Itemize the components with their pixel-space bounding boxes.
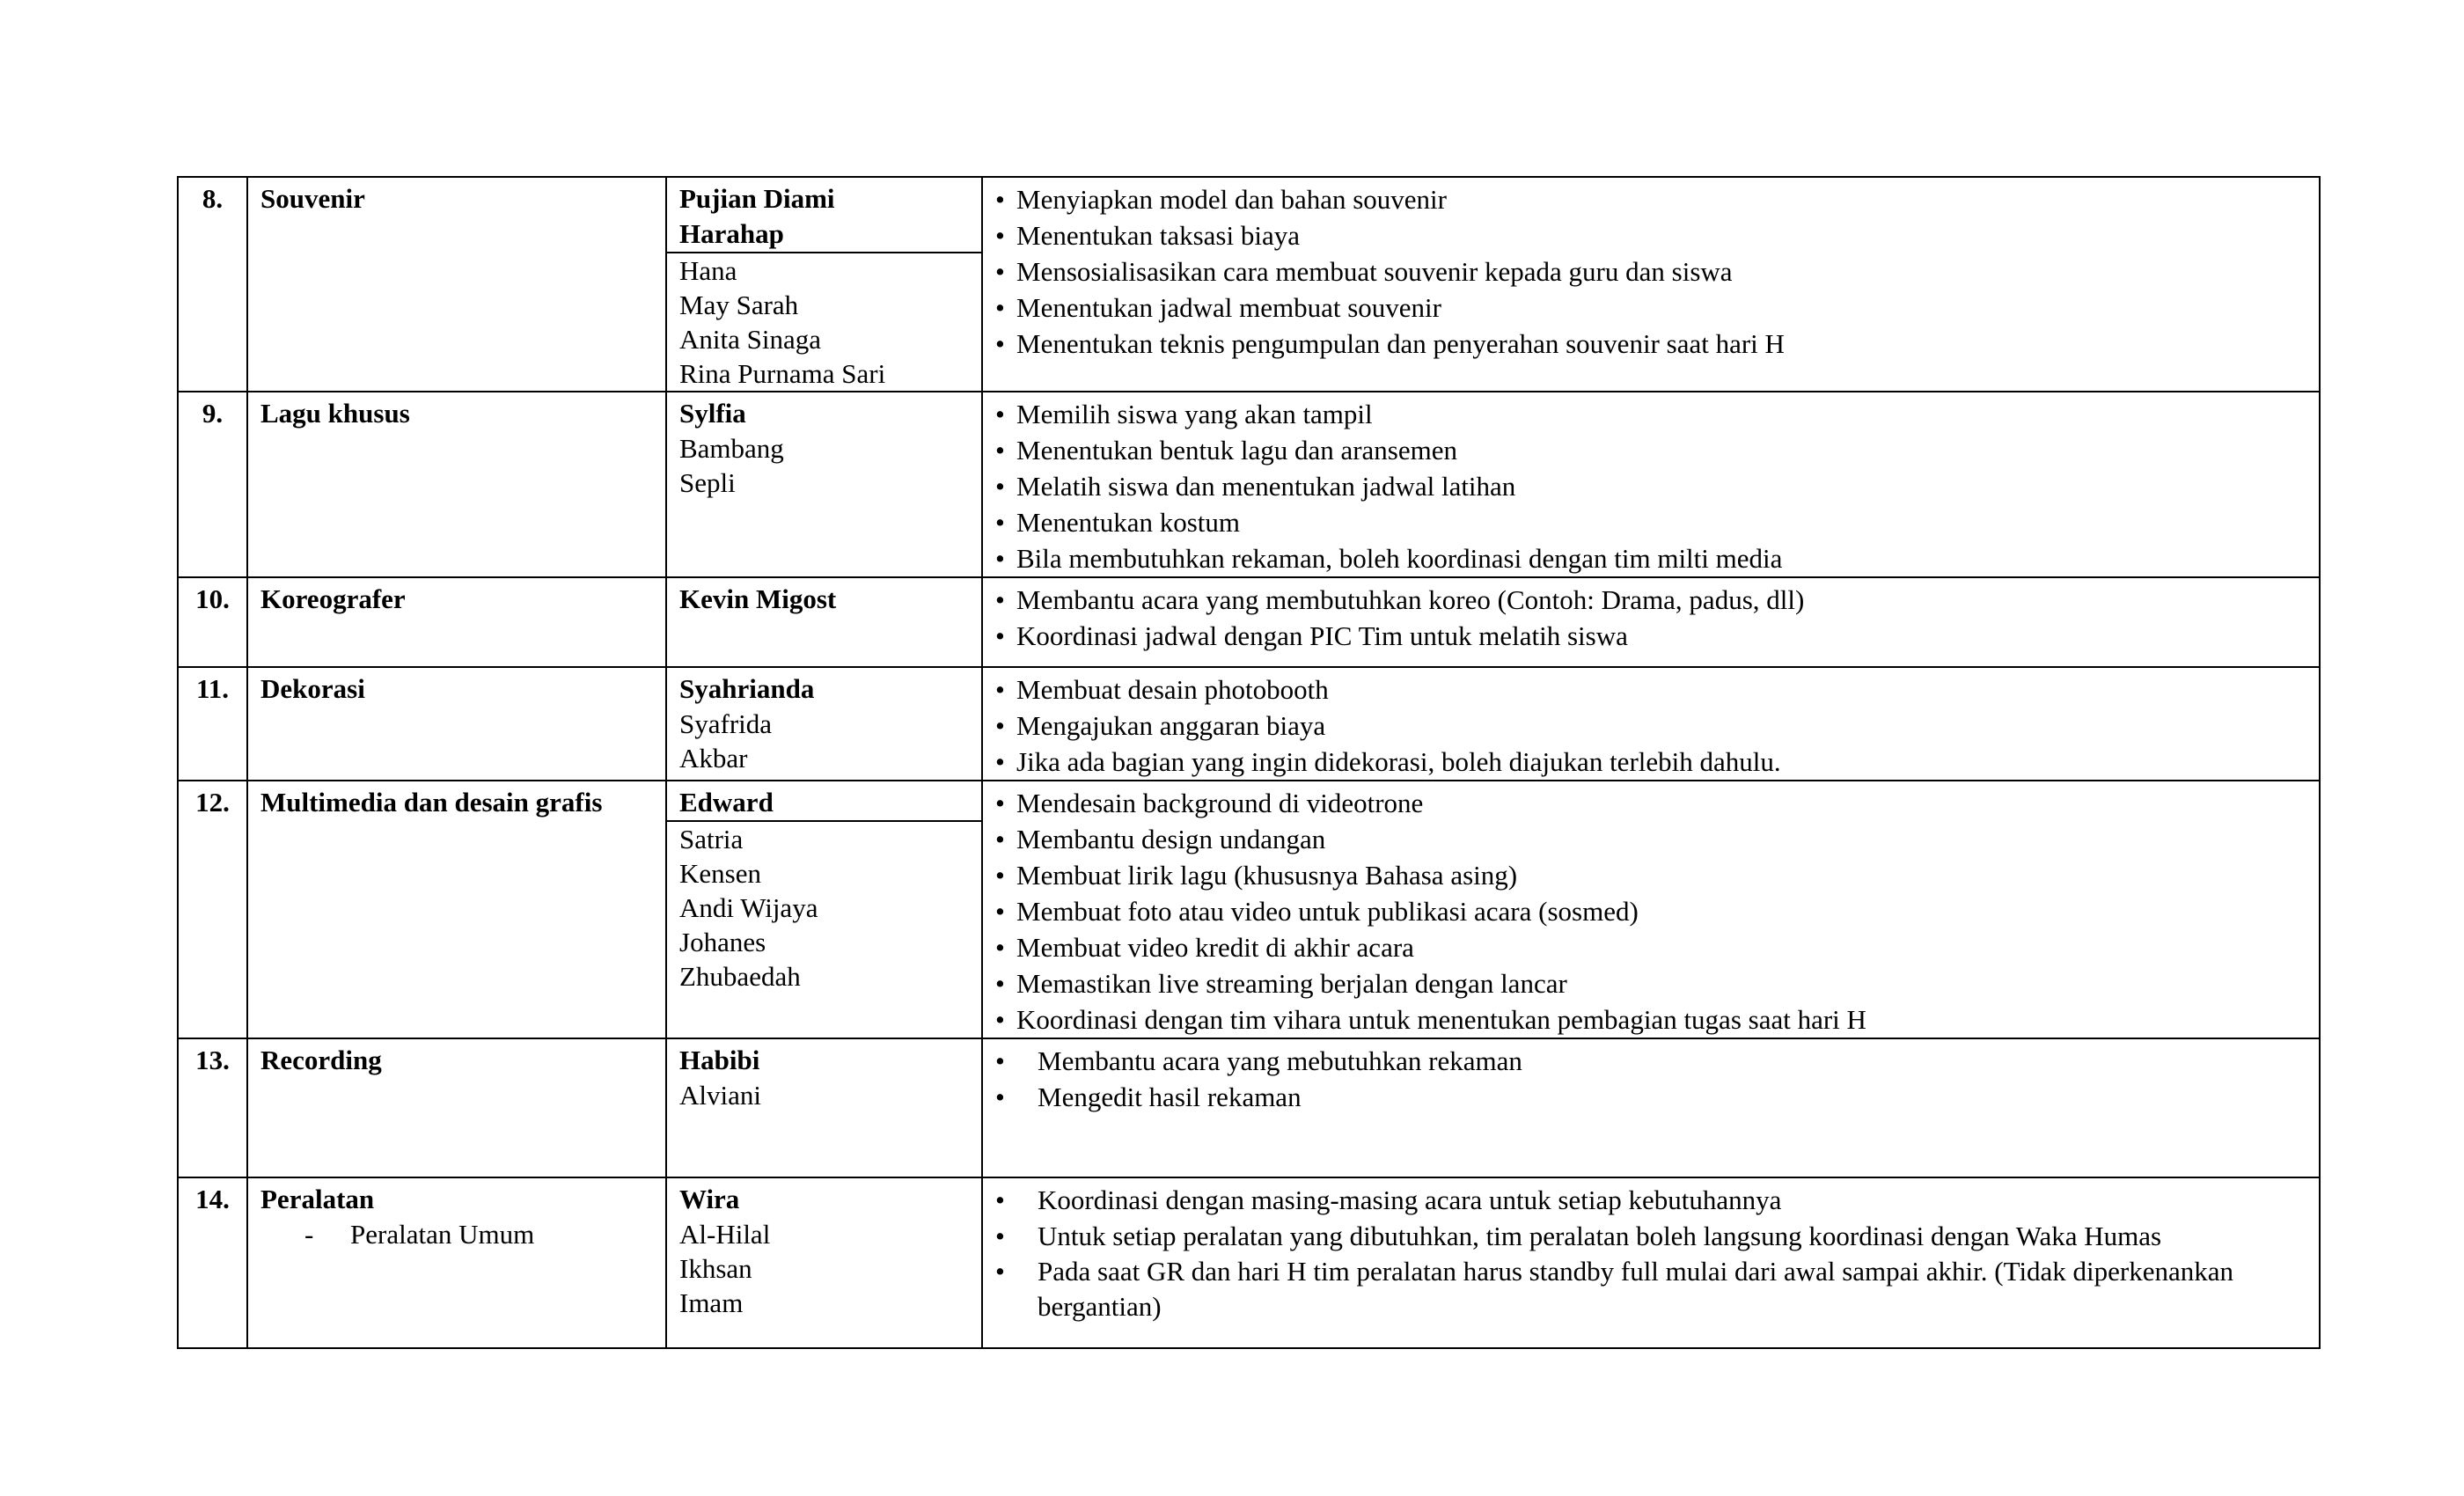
member-list <box>667 1217 981 1320</box>
row-number: 10. <box>178 577 247 667</box>
tasks-cell <box>982 392 2320 577</box>
members-cell <box>666 177 982 392</box>
team-lead: Syahrianda <box>679 673 815 704</box>
member-list <box>667 822 981 994</box>
member-list <box>667 431 981 500</box>
team-lead: Edward <box>667 781 981 822</box>
member-list <box>667 707 981 775</box>
task-item: • Menentukan kostum <box>995 504 2306 540</box>
tasks-cell <box>982 1177 2320 1348</box>
table-row <box>178 1177 2320 1348</box>
member-name: Zhubaedah <box>679 961 801 992</box>
task-item: • Membuat foto atau video untuk publikasi acara (sosmed) <box>995 893 2306 929</box>
task-item: • Memastikan live streaming berjalan dengan lancar <box>995 965 2306 1001</box>
member-name: Imam <box>679 1287 744 1318</box>
task-item: • Menentukan taksasi biaya <box>995 217 2306 253</box>
member-name: Ikhsan <box>679 1253 752 1284</box>
task-item: • Membantu acara yang membutuhkan koreo (Contoh: Drama, padus, dll) <box>995 582 2306 618</box>
subsection-name: Peralatan Umum <box>350 1219 535 1250</box>
task-item: • Bila membutuhkan rekaman, boleh koordinasi dengan tim milti media <box>995 540 2306 576</box>
member-list <box>667 253 981 391</box>
member-name: Rina Purnama Sari <box>679 358 886 389</box>
member-name: Hana <box>679 255 737 286</box>
task-list <box>995 785 2306 1038</box>
task-item: • Melatih siswa dan menentukan jadwal latihan <box>995 468 2306 504</box>
task-item: • Menentukan jadwal membuat souvenir <box>995 290 2306 326</box>
section-name: Lagu khusus <box>247 392 666 577</box>
member-name: Akbar <box>679 743 748 774</box>
task-item: • Menentukan teknis pengumpulan dan penyerahan souvenir saat hari H <box>995 326 2306 362</box>
task-item: • Untuk setiap peralatan yang dibutuhkan, tim peralatan boleh langsung koordinasi dengan Waka Humas <box>995 1218 2306 1254</box>
task-item: • Memilih siswa yang akan tampil <box>995 396 2306 432</box>
section-name: Multimedia dan desain grafis <box>247 781 666 1038</box>
row-number: 9. <box>178 392 247 577</box>
member-name: Alviani <box>679 1080 761 1111</box>
section-name: Souvenir <box>247 177 666 392</box>
subsection <box>260 1217 653 1252</box>
table-row <box>178 781 2320 1038</box>
row-number: 14. <box>178 1177 247 1348</box>
member-name: Andi Wijaya <box>679 892 818 923</box>
members-cell <box>666 667 982 781</box>
row-number: 8. <box>178 177 247 392</box>
members-cell <box>666 1177 982 1348</box>
member-name: Syafrida <box>679 708 773 739</box>
task-item: • Membuat lirik lagu (khususnya Bahasa asing) <box>995 857 2306 893</box>
tasks-cell <box>982 177 2320 392</box>
task-item: • Jika ada bagian yang ingin didekorasi, boleh diajukan terlebih dahulu. <box>995 744 2306 780</box>
tasks-cell <box>982 577 2320 667</box>
members-cell <box>666 392 982 577</box>
committee-table <box>177 176 2321 1349</box>
task-item: • Membuat desain photobooth <box>995 671 2306 708</box>
task-item: • Koordinasi dengan tim vihara untuk menentukan pembagian tugas saat hari H <box>995 1001 2306 1038</box>
task-item: • Menyiapkan model dan bahan souvenir <box>995 181 2306 217</box>
tasks-cell <box>982 781 2320 1038</box>
member-list <box>667 1078 981 1112</box>
members-cell <box>666 781 982 1038</box>
task-list <box>995 181 2306 362</box>
section-cell <box>247 1177 666 1348</box>
task-item: • Mendesain background di videotrone <box>995 785 2306 821</box>
member-name: Al-Hilal <box>679 1219 771 1250</box>
member-name: Sepli <box>679 467 736 498</box>
task-item: • Koordinasi dengan masing-masing acara untuk setiap kebutuhannya <box>995 1182 2306 1218</box>
team-lead: Sylfia <box>679 398 746 429</box>
table-row <box>178 392 2320 577</box>
task-item: • Membuat video kredit di akhir acara <box>995 929 2306 965</box>
member-name: Anita Sinaga <box>679 324 821 355</box>
table-row <box>178 1038 2320 1177</box>
member-name: May Sarah <box>679 290 799 320</box>
task-list <box>995 582 2306 654</box>
task-item: • Menentukan bentuk lagu dan aransemen <box>995 432 2306 468</box>
task-item: • Koordinasi jadwal dengan PIC Tim untuk melatih siswa <box>995 618 2306 654</box>
member-name: Kensen <box>679 858 761 889</box>
member-name: Bambang <box>679 433 784 464</box>
section-name: Koreografer <box>247 577 666 667</box>
table-row <box>178 577 2320 667</box>
tasks-cell <box>982 667 2320 781</box>
row-number: 13. <box>178 1038 247 1177</box>
table-row <box>178 667 2320 781</box>
section-name: Recording <box>247 1038 666 1177</box>
tasks-cell <box>982 1038 2320 1177</box>
table-row <box>178 177 2320 392</box>
team-lead: Habibi <box>679 1045 760 1075</box>
task-item: • Membantu design undangan <box>995 821 2306 857</box>
task-list <box>995 396 2306 576</box>
task-item: • Membantu acara yang mebutuhkan rekaman <box>995 1043 2306 1079</box>
section-name: Dekorasi <box>247 667 666 781</box>
task-item: • Mengajukan anggaran biaya <box>995 708 2306 744</box>
team-lead: Pujian Diami Harahap <box>679 183 835 249</box>
row-number: 12. <box>178 781 247 1038</box>
task-list <box>995 1182 2306 1324</box>
subsection-dash: - <box>304 1219 314 1250</box>
team-lead: Wira <box>679 1184 740 1214</box>
member-name: Satria <box>679 824 744 854</box>
members-cell <box>666 1038 982 1177</box>
task-item: • Mengedit hasil rekaman <box>995 1079 2306 1115</box>
row-number: 11. <box>178 667 247 781</box>
task-item: • Mensosialisasikan cara membuat souvenir kepada guru dan siswa <box>995 253 2306 290</box>
task-list <box>995 671 2306 780</box>
task-item: • Pada saat GR dan hari H tim peralatan harus standby full mulai dari awal sampai akhir. (Tidak diperkenankan bergantian) <box>995 1254 2306 1324</box>
section-name: Peralatan <box>260 1184 375 1214</box>
members-cell <box>666 577 982 667</box>
task-list <box>995 1043 2306 1115</box>
team-lead: Kevin Migost <box>679 583 837 614</box>
member-name: Johanes <box>679 927 766 957</box>
